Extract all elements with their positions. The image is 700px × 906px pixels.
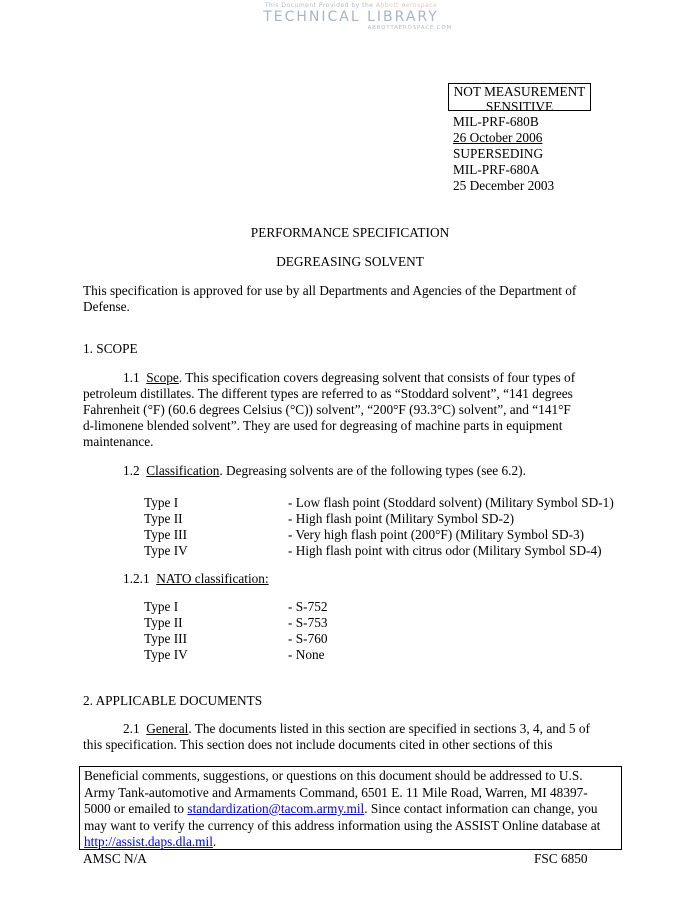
type-name: Type I <box>144 495 179 510</box>
watermark-title: TECHNICAL LIBRARY <box>263 9 439 25</box>
text-line: . Since contact information can change, you <box>364 801 598 816</box>
text-line: Beneficial comments, suggestions, or questions on this document should be addressed to U.S. <box>84 768 583 783</box>
email-link[interactable]: standardization@tacom.army.mil <box>187 801 365 816</box>
text-line: . The documents listed in this section are specified in sections 3, 4, and 5 of <box>188 721 590 736</box>
type-row <box>144 543 614 559</box>
box-line: SENSITIVE <box>485 99 554 114</box>
page-title: PERFORMANCE SPECIFICATION <box>250 225 450 240</box>
superseding-label: SUPERSEDING <box>453 146 544 161</box>
type-list <box>144 495 614 559</box>
watermark-brand: Abbott Aerospace <box>375 2 438 9</box>
text-line: Defense. <box>83 299 130 314</box>
prev-date: 25 December 2003 <box>453 178 555 193</box>
text-line: petroleum distillates. The different types are referred to as “Stoddard solvent”, “141 degrees <box>83 386 573 401</box>
type-name: Type IV <box>144 647 188 662</box>
para-title: General <box>146 721 189 736</box>
para-num: 1.2.1 <box>123 571 150 586</box>
text-line: Fahrenheit (°F) (60.6 degrees Celsius (°C)) solvent”, “200°F (93.3°C) solvent”, and “141°F <box>83 402 571 417</box>
paragraph-1-1 <box>83 370 575 450</box>
type-row <box>144 527 614 543</box>
type-name: Type I <box>144 599 179 614</box>
type-desc: - Very high flash point (200°F) (Military Symbol SD-3) <box>288 527 585 542</box>
text-line: may want to verify the currency of this address information using the ASSIST Online database at <box>84 817 601 833</box>
type-desc: - Low flash point (Stoddard solvent) (Military Symbol SD-1) <box>288 495 614 510</box>
para-title: NATO classification: <box>156 571 269 586</box>
type-row <box>144 599 328 615</box>
text-line: . Degreasing solvents are of the following types (see 6.2). <box>219 463 526 478</box>
nato-type-list <box>144 599 328 663</box>
approval-text <box>83 283 576 315</box>
para-title: Scope <box>146 370 179 385</box>
paragraph-1-2 <box>123 463 526 479</box>
text-line: Army Tank-automotive and Armaments Command, 6501 E. 11 Mile Road, Warren, MI 48397- <box>84 784 588 800</box>
type-desc: - S-752 <box>288 599 328 614</box>
type-desc: - None <box>288 647 325 662</box>
paragraph-1-2-1 <box>123 571 269 587</box>
type-desc: - S-760 <box>288 631 328 646</box>
text-line: maintenance. <box>83 434 154 449</box>
type-name: Type III <box>144 527 188 542</box>
assist-link[interactable]: http://assist.daps.dla.mil <box>84 834 213 849</box>
type-name: Type II <box>144 511 183 526</box>
type-row <box>144 511 614 527</box>
not-measurement-sensitive-box <box>448 83 591 114</box>
page-subtitle: DEGREASING SOLVENT <box>276 254 424 269</box>
para-title: Classification <box>146 463 220 478</box>
para-num: 2.1 <box>123 721 140 736</box>
text-line: d-limonene blended solvent”. They are used for degreasing of machine parts in equipment <box>83 418 563 433</box>
type-name: Type II <box>144 615 183 630</box>
section-heading: 2. APPLICABLE DOCUMENTS <box>83 693 263 708</box>
type-row <box>144 631 328 647</box>
type-row <box>144 495 614 511</box>
text-line: 5000 or emailed to <box>84 801 188 816</box>
doc-id: MIL-PRF-680B <box>453 114 539 129</box>
doc-date: 26 October 2006 <box>453 130 543 145</box>
type-desc: - High flash point with citrus odor (Military Symbol SD-4) <box>288 543 602 558</box>
prev-doc-id: MIL-PRF-680A <box>453 162 540 177</box>
type-row <box>144 647 328 663</box>
paragraph-2-1 <box>83 721 590 753</box>
comments-notice-box <box>79 766 622 850</box>
type-desc: - S-753 <box>288 615 328 630</box>
text-line: This specification is approved for use by all Departments and Agencies of the Department of <box>83 283 577 298</box>
doc-header-block <box>453 114 554 194</box>
amsc-label: AMSC N/A <box>83 851 147 866</box>
fsc-label: FSC 6850 <box>534 851 588 866</box>
para-num: 1.2 <box>123 463 140 478</box>
type-desc: - High flash point (Military Symbol SD-2) <box>288 511 515 526</box>
text-line: . <box>212 834 217 849</box>
watermark-line1: This Document Provided by the <box>264 2 374 9</box>
type-name: Type III <box>144 631 188 646</box>
text-line: this specification. This section does not include documents cited in other sections of this <box>83 737 553 752</box>
para-num: 1.1 <box>123 370 140 385</box>
watermark-url: ABBOTTAEROSPACE.COM <box>367 25 452 31</box>
type-name: Type IV <box>144 543 188 558</box>
text-line: . This specification covers degreasing solvent that consists of four types of <box>178 370 576 385</box>
watermark-logo <box>236 2 466 32</box>
section-heading: 1. SCOPE <box>83 341 138 356</box>
box-line: NOT MEASUREMENT <box>453 84 586 99</box>
type-row <box>144 615 328 631</box>
